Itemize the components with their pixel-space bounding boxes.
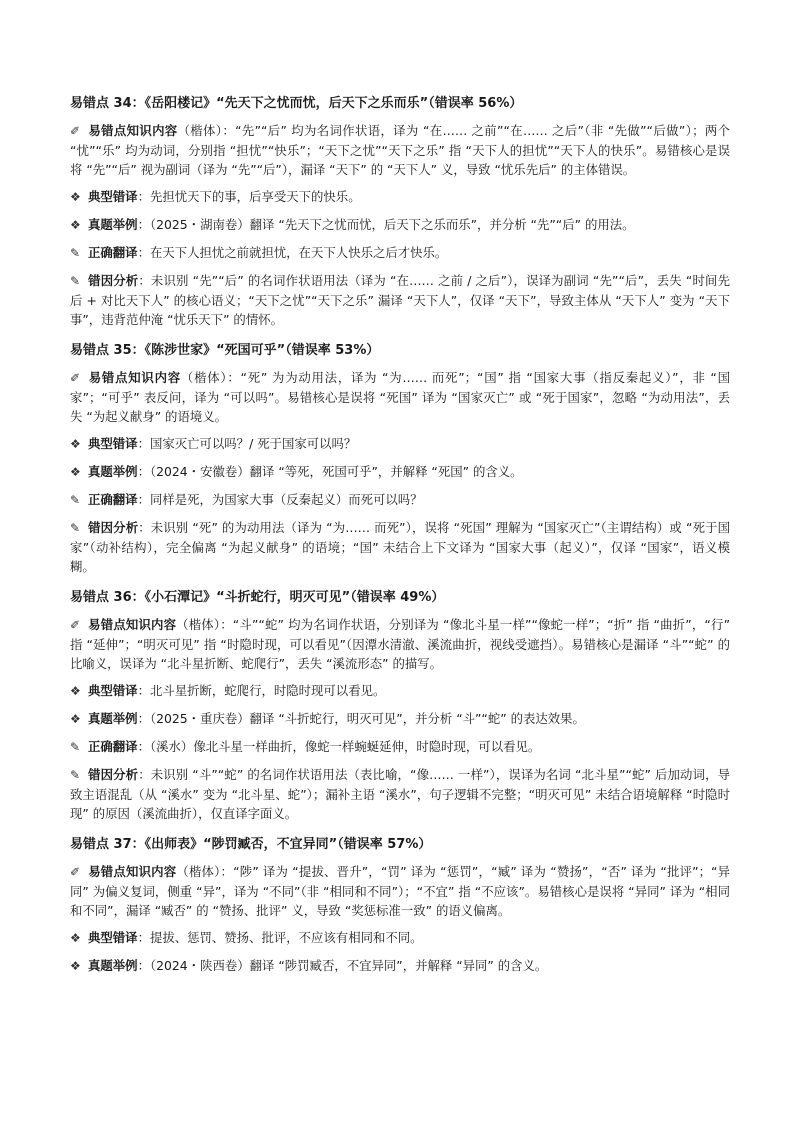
knowledge-label: 易错点知识内容 bbox=[88, 617, 177, 632]
typical-paragraph bbox=[70, 928, 730, 948]
correct-label: 正确翻译 bbox=[88, 492, 138, 507]
example-text: ：（2024・安徽卷）翻译 “等死，死国可乎”，并解释 “死国” 的含义。 bbox=[137, 464, 523, 479]
typical-text: ：国家灭亡可以吗？/ 死于国家可以吗？ bbox=[137, 436, 357, 451]
knowledge-text: （楷体）：“死” 为为动用法，译为 “为…… 而死”；“国” 指 “国家大事（指反秦起义）”，非 “国家”；“可乎” 表反问，译为 “可以吗”。易错核心是误将 “死国” 译为 “国家灭亡” 或 “死于国家”，忽略 “为动用法”，丢失 “为起义献身” 的语境义。 bbox=[70, 370, 730, 424]
typical-text: ：提拔、惩罚、赞扬、批评，不应该有相同和不同。 bbox=[137, 930, 423, 945]
analysis-text: ：未识别 “死” 的为动用法（译为 “为…… 而死”），误将 “死国” 理解为 “国家灭亡”（主谓结构）或 “死于国家”（动补结构），完全偏离 “为起义献身” 的语境；“国” 未结合上下文译为 “国家大事（起义）”，仅译 “国家”，语义模糊。 bbox=[70, 520, 730, 574]
typical-paragraph bbox=[70, 187, 730, 207]
analysis-paragraph bbox=[70, 765, 730, 823]
knowledge-label: 易错点知识内容 bbox=[88, 370, 181, 385]
knowledge-paragraph bbox=[70, 368, 730, 426]
correct-paragraph bbox=[70, 737, 730, 757]
analysis-paragraph bbox=[70, 518, 730, 576]
knowledge-paragraph bbox=[70, 615, 730, 673]
diamond-bullet-icon: ❖ bbox=[70, 931, 81, 945]
example-paragraph bbox=[70, 462, 730, 482]
example-label: 真题举例 bbox=[88, 958, 138, 973]
pencil-icon: ✐ bbox=[70, 371, 81, 385]
analysis-label: 错因分析 bbox=[88, 520, 139, 535]
correct-text: ：在天下人担忧之前就担忧，在天下人快乐之后才快乐。 bbox=[137, 245, 448, 260]
analysis-label: 错因分析 bbox=[88, 767, 139, 782]
typical-label: 典型错译 bbox=[88, 189, 138, 204]
example-paragraph bbox=[70, 956, 730, 976]
item-title: 易错点 36：《小石潭记》“斗折蛇行，明灭可见”（错误率 49%） bbox=[70, 590, 445, 605]
knowledge-label: 易错点知识内容 bbox=[88, 123, 178, 138]
typical-label: 典型错译 bbox=[88, 683, 138, 698]
example-paragraph bbox=[70, 709, 730, 729]
pen-icon: ✎ bbox=[70, 274, 81, 288]
diamond-bullet-icon: ❖ bbox=[70, 684, 81, 698]
item-title: 易错点 35：《陈涉世家》“死国可乎”（错误率 53%） bbox=[70, 343, 380, 358]
example-label: 真题举例 bbox=[88, 217, 138, 232]
correct-label: 正确翻译 bbox=[88, 739, 138, 754]
knowledge-label: 易错点知识内容 bbox=[88, 864, 177, 879]
example-text: ：（2024・陕西卷）翻译 “陟罚臧否，不宜异同”，并解释 “异同” 的含义。 bbox=[137, 958, 548, 973]
typical-label: 典型错译 bbox=[88, 436, 138, 451]
typical-text: ：北斗星折断，蛇爬行，时隐时现可以看见。 bbox=[137, 683, 386, 698]
item-title: 易错点 34：《岳阳楼记》“先天下之忧而忧，后天下之乐而乐”（错误率 56%） bbox=[70, 96, 523, 111]
analysis-text: ：未识别 “先”“后” 的名词作状语用法（译为 “在…… 之前 / 之后”），误译为副词 “先”“后”，丢失 “时间先后 + 对比天下人” 的核心语义；“天下之忧”“天下之乐” 漏译 “天下人”，仅译 “天下”，导致主体从 “天下人” 变为 “天下事”，违背范仲淹 “忧乐天下” 的情怀。 bbox=[70, 273, 730, 327]
pen-icon: ✎ bbox=[70, 246, 81, 260]
pen-icon: ✎ bbox=[70, 521, 81, 535]
item-34 bbox=[70, 94, 730, 329]
example-text: ：（2025・湖南卷）翻译 “先天下之忧而忧，后天下之乐而乐”，并分析 “先”“后” 的用法。 bbox=[137, 217, 635, 232]
diamond-bullet-icon: ❖ bbox=[70, 959, 81, 973]
pen-icon: ✎ bbox=[70, 740, 81, 754]
pen-icon: ✎ bbox=[70, 493, 81, 507]
item-37 bbox=[70, 835, 730, 976]
typical-paragraph bbox=[70, 434, 730, 454]
knowledge-paragraph bbox=[70, 121, 730, 179]
pencil-icon: ✐ bbox=[70, 124, 81, 138]
correct-label: 正确翻译 bbox=[88, 245, 138, 260]
example-text: ：（2025・重庆卷）翻译 “斗折蛇行，明灭可见”，并分析 “斗”“蛇” 的表达效果。 bbox=[137, 711, 585, 726]
item-35 bbox=[70, 341, 730, 576]
pencil-icon: ✐ bbox=[70, 865, 81, 879]
knowledge-text: （楷体）：“斗”“蛇” 均为名词作状语，分别译为 “像北斗星一样”“像蛇一样”；“折” 指 “曲折”，“行” 指 “延伸”；“明灭可见” 指 “时隐时现，可以看见”（因潭水清澈、溪流曲折，视线受遮挡）。易错核心是漏译 “斗”“蛇” 的比喻义，误译为 “北斗星折断、蛇爬行”，丢失 “溪流形态” 的描写。 bbox=[70, 617, 730, 671]
typical-paragraph bbox=[70, 681, 730, 701]
item-36 bbox=[70, 588, 730, 823]
analysis-paragraph bbox=[70, 271, 730, 329]
diamond-bullet-icon: ❖ bbox=[70, 437, 81, 451]
correct-paragraph bbox=[70, 243, 730, 263]
pen-icon: ✎ bbox=[70, 768, 81, 782]
example-label: 真题举例 bbox=[88, 711, 138, 726]
example-label: 真题举例 bbox=[88, 464, 138, 479]
pencil-icon: ✐ bbox=[70, 618, 81, 632]
diamond-bullet-icon: ❖ bbox=[70, 712, 81, 726]
diamond-bullet-icon: ❖ bbox=[70, 465, 81, 479]
analysis-label: 错因分析 bbox=[88, 273, 139, 288]
knowledge-paragraph bbox=[70, 862, 730, 920]
example-paragraph bbox=[70, 215, 730, 235]
document-page bbox=[70, 94, 730, 988]
correct-text: ：同样是死，为国家大事（反秦起义）而死可以吗？ bbox=[137, 492, 423, 507]
correct-paragraph bbox=[70, 490, 730, 510]
analysis-text: ：未识别 “斗”“蛇” 的名词作状语用法（表比喻，“像…… 一样”），误译为名词 “北斗星”“蛇” 后加动词，导致主语混乱（从 “溪水” 变为 “北斗星、蛇”）；漏补主语 “溪水”，句子逻辑不完整；“明灭可见” 未结合语境解释 “时隐时现” 的原因（溪流曲折），仅直译字面义。 bbox=[70, 767, 730, 821]
diamond-bullet-icon: ❖ bbox=[70, 218, 81, 232]
item-title: 易错点 37：《出师表》“陟罚臧否，不宜异同”（错误率 57%） bbox=[70, 837, 432, 852]
typical-label: 典型错译 bbox=[88, 930, 138, 945]
diamond-bullet-icon: ❖ bbox=[70, 190, 81, 204]
typical-text: ：先担忧天下的事，后享受天下的快乐。 bbox=[137, 189, 361, 204]
correct-text: ：（溪水）像北斗星一样曲折，像蛇一样蜿蜒延伸，时隐时现，可以看见。 bbox=[137, 739, 541, 754]
knowledge-text: （楷体）：“先”“后” 均为名词作状语，译为 “在…… 之前”“在…… 之后”（非 “先做”“后做”）；两个 “忧”“乐” 均为动词，分别指 “担忧”“快乐”；“天下之忧”“天下之乐” 指 “天下人的担忧”“天下人的快乐”。易错核心是误将 “先”“后” 视为副词（译为 “先”“后”），漏译 “天下” 的 “天下人” 义，导致 “忧乐先后” 的主体错误。 bbox=[70, 123, 731, 177]
knowledge-text: （楷体）：“陟” 译为 “提拔、晋升”，“罚” 译为 “惩罚”，“臧” 译为 “赞扬”，“否” 译为 “批评”；“异同” 为偏义复词，侧重 “异”，译为 “不同”（非 “相同和不同”）；“不宜” 指 “不应该”。易错核心是误将 “异同” 译为 “相同和不同”，漏译 “臧否” 的 “赞扬、批评” 义，导致 “奖惩标准一致” 的语义偏离。 bbox=[70, 864, 731, 918]
